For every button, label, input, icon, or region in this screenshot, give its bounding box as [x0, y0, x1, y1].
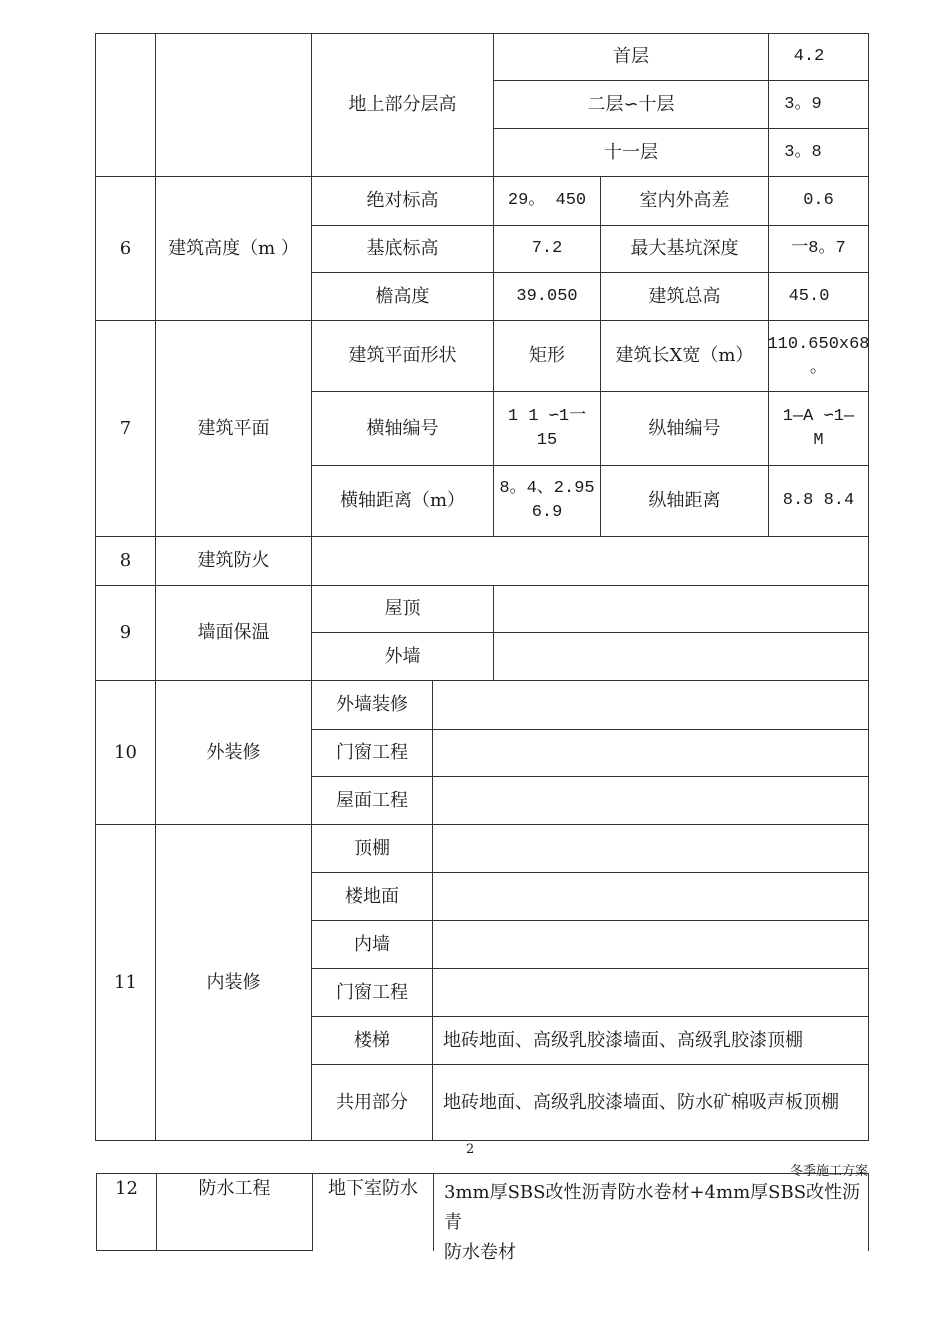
row7-value2-3: 8.8 8.4 [782, 491, 855, 510]
footer-title: 冬季施工方案 [790, 1164, 869, 1179]
row12-value-line1: 3mm厚SBS改性沥青防水卷材+4mm厚SBS改性沥青 [444, 1182, 861, 1233]
page-number: 2 [466, 1142, 475, 1157]
row7-value2-2-line2: M [813, 430, 824, 450]
floor-name-1: 首层 [613, 46, 649, 67]
row7-value2-1-line2: 。 [810, 359, 827, 378]
row7-name-1: 建筑平面形状 [348, 345, 457, 366]
row6-name2-3: 建筑总高 [648, 285, 721, 307]
row7-value-3-line1: 8。4、2.95 [499, 479, 595, 498]
row9-item-roof: 屋顶 [384, 598, 421, 619]
row6-label: 建筑高度（m ） [168, 237, 299, 259]
row11-name-5: 楼梯 [354, 1029, 390, 1051]
row7-value-1: 矩形 [529, 345, 565, 366]
row9-label: 墙面保温 [197, 622, 270, 643]
floor-name-3: 十一层 [604, 141, 658, 163]
row11-name-1: 顶棚 [354, 837, 390, 859]
row6-number: 6 [119, 237, 132, 259]
row6-value-3: 39.050 [516, 286, 578, 306]
row9-number: 9 [119, 622, 132, 643]
row11-number: 11 [114, 971, 137, 993]
row6-value-1: 29。 450 [507, 191, 587, 210]
row6-name-2: 基底标高 [366, 238, 439, 259]
floor-value-3: 3。8 [784, 142, 822, 162]
row6-value2-2: 一8。7 [791, 239, 846, 258]
row7-name-2: 横轴编号 [366, 417, 439, 439]
row7-name2-1: 建筑长X宽（m） [615, 345, 754, 366]
row7-label: 建筑平面 [197, 417, 270, 439]
row12-value [434, 1178, 868, 1263]
row7-name2-3: 纵轴距离 [648, 490, 721, 511]
row11-name-3: 内墙 [354, 933, 390, 955]
row7-value2-2-line1: 1—A ∽1— [782, 406, 855, 426]
row9-item-wall: 外墙 [384, 645, 421, 667]
row11-name-6: 共用部分 [336, 1091, 408, 1113]
row7-value-2-line1: 1 1 ∽1一 [507, 406, 587, 426]
row10-label: 外装修 [206, 741, 261, 763]
row7-value2-1-line1: 110.650x68 [767, 335, 870, 354]
row7-value-3-line2: 6.9 [531, 503, 563, 522]
row7-name2-2: 纵轴编号 [648, 417, 721, 439]
row11-label: 内装修 [206, 971, 261, 993]
row7-value2-1 [769, 321, 868, 391]
row6-name-1: 绝对标高 [366, 190, 439, 211]
floor-name-2: 二层∽十层 [587, 93, 675, 115]
row6-name2-2: 最大基坑深度 [630, 238, 739, 259]
row7-name-3: 横轴距离（m） [339, 490, 466, 511]
row10-item-2: 门窗工程 [336, 742, 408, 763]
row11-name-4: 门窗工程 [336, 981, 408, 1003]
row10-item-1: 外墙装修 [336, 694, 408, 715]
row7-number: 7 [119, 417, 132, 439]
floor-value-2: 3。9 [784, 94, 822, 114]
row7-value2-2 [769, 392, 868, 465]
row6-name-3: 檐高度 [375, 285, 430, 307]
floor-value-1: 4.2 [793, 47, 825, 66]
row6-value2-3: 45.0 [788, 286, 830, 306]
row6-name2-1: 室内外高差 [639, 190, 730, 211]
row12-label: 防水工程 [198, 1178, 271, 1199]
row10-item-3: 屋面工程 [336, 789, 408, 811]
row11-value-5: 地砖地面、高级乳胶漆墙面、高级乳胶漆顶棚 [443, 1029, 803, 1051]
row7-value-2-line2: 15 [536, 430, 558, 450]
row6-value2-1: 0.6 [803, 191, 834, 210]
row7-value-2 [494, 392, 600, 465]
row8-number: 8 [119, 550, 132, 571]
row7-value-3 [494, 466, 600, 536]
row12-name: 地下室防水 [328, 1178, 418, 1199]
floor-height-label: 地上部分层高 [348, 94, 457, 115]
row8-label: 建筑防火 [197, 550, 270, 571]
row11-value-6: 地砖地面、高级乳胶漆墙面、防水矿棉吸声板顶棚 [443, 1091, 839, 1113]
row12-value-line2: 防水卷材 [444, 1242, 516, 1263]
row6-value-2: 7.2 [531, 239, 563, 258]
row12-number: 12 [115, 1178, 138, 1199]
row10-number: 10 [114, 741, 137, 763]
row11-name-2: 楼地面 [345, 885, 399, 907]
